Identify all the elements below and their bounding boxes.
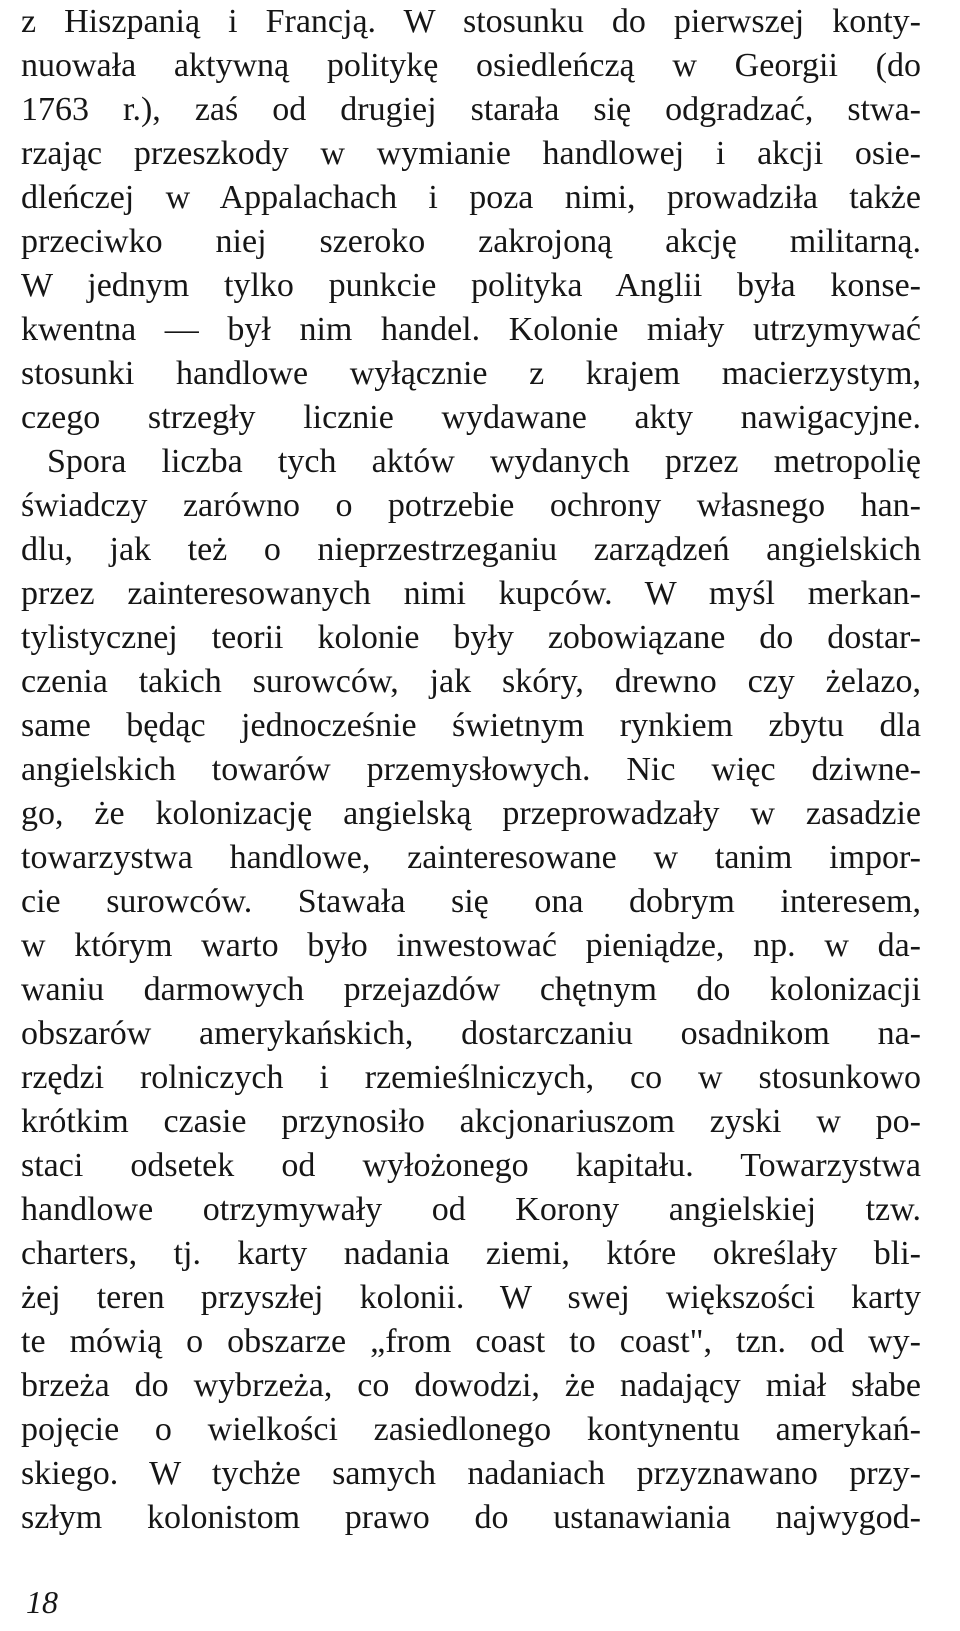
text-line: skiego. W tychże samych nadaniach przyznawano przy-: [21, 1455, 921, 1492]
text-line: obszarów amerykańskich, dostarczaniu osadnikom na-: [21, 1015, 921, 1052]
text-line: stosunki handlowe wyłącznie z krajem macierzystym,: [21, 355, 921, 392]
text-line: w którym warto było inwestować pieniądze, np. w da-: [21, 927, 921, 964]
text-line: Spora liczba tych aktów wydanych przez metropolię: [47, 443, 921, 480]
text-line: 1763 r.), zaś od drugiej starała się odgradzać, stwa-: [21, 91, 921, 128]
text-line: charters, tj. karty nadania ziemi, które określały bli-: [21, 1235, 921, 1272]
text-line: kwentna — był nim handel. Kolonie miały utrzymywać: [21, 311, 921, 348]
text-line: staci odsetek od wyłożonego kapitału. Towarzystwa: [21, 1147, 921, 1184]
text-line: tylistycznej teorii kolonie były zobowiązane do dostar-: [21, 619, 921, 656]
text-line: waniu darmowych przejazdów chętnym do kolonizacji: [21, 971, 921, 1008]
text-line: brzeża do wybrzeża, co dowodzi, że nadający miał słabe: [21, 1367, 921, 1404]
text-line: szłym kolonistom prawo do ustanawiania najwygod-: [21, 1499, 921, 1536]
text-line: nuowała aktywną politykę osiedleńczą w Georgii (do: [21, 47, 921, 84]
text-line: z Hiszpanią i Francją. W stosunku do pierwszej konty-: [21, 3, 921, 40]
text-line: czego strzegły licznie wydawane akty nawigacyjne.: [21, 399, 921, 436]
text-line: te mówią o obszarze „from coast to coast", tzn. od wy-: [21, 1323, 921, 1360]
text-line: świadczy zarówno o potrzebie ochrony własnego han-: [21, 487, 921, 524]
text-line: żej teren przyszłej kolonii. W swej większości karty: [21, 1279, 921, 1316]
page-number: 18: [26, 1584, 58, 1620]
text-line: same będąc jednocześnie świetnym rynkiem zbytu dla: [21, 707, 921, 744]
text-line: dleńczej w Appalachach i poza nimi, prowadziła także: [21, 179, 921, 216]
text-line: przeciwko niej szeroko zakrojoną akcję militarną.: [21, 223, 921, 260]
text-line: krótkim czasie przynosiło akcjonariuszom zyski w po-: [21, 1103, 921, 1140]
text-line: przez zainteresowanych nimi kupców. W myśl merkan-: [21, 575, 921, 612]
text-line: rzając przeszkody w wymianie handlowej i akcji osie-: [21, 135, 921, 172]
text-line: dlu, jak też o nieprzestrzeganiu zarządzeń angielskich: [21, 531, 921, 568]
text-line: rzędzi rolniczych i rzemieślniczych, co w stosunkowo: [21, 1059, 921, 1096]
text-line: czenia takich surowców, jak skóry, drewno czy żelazo,: [21, 663, 921, 700]
text-line: go, że kolonizację angielską przeprowadzały w zasadzie: [21, 795, 921, 832]
text-line: towarzystwa handlowe, zainteresowane w tanim impor-: [21, 839, 921, 876]
text-line: handlowe otrzymywały od Korony angielskiej tzw.: [21, 1191, 921, 1228]
text-line: cie surowców. Stawała się ona dobrym interesem,: [21, 883, 921, 920]
text-line: pojęcie o wielkości zasiedlonego kontynentu amerykań-: [21, 1411, 921, 1448]
text-line: angielskich towarów przemysłowych. Nic więc dziwne-: [21, 751, 921, 788]
text-line: W jednym tylko punkcie polityka Anglii była konse-: [21, 267, 921, 304]
